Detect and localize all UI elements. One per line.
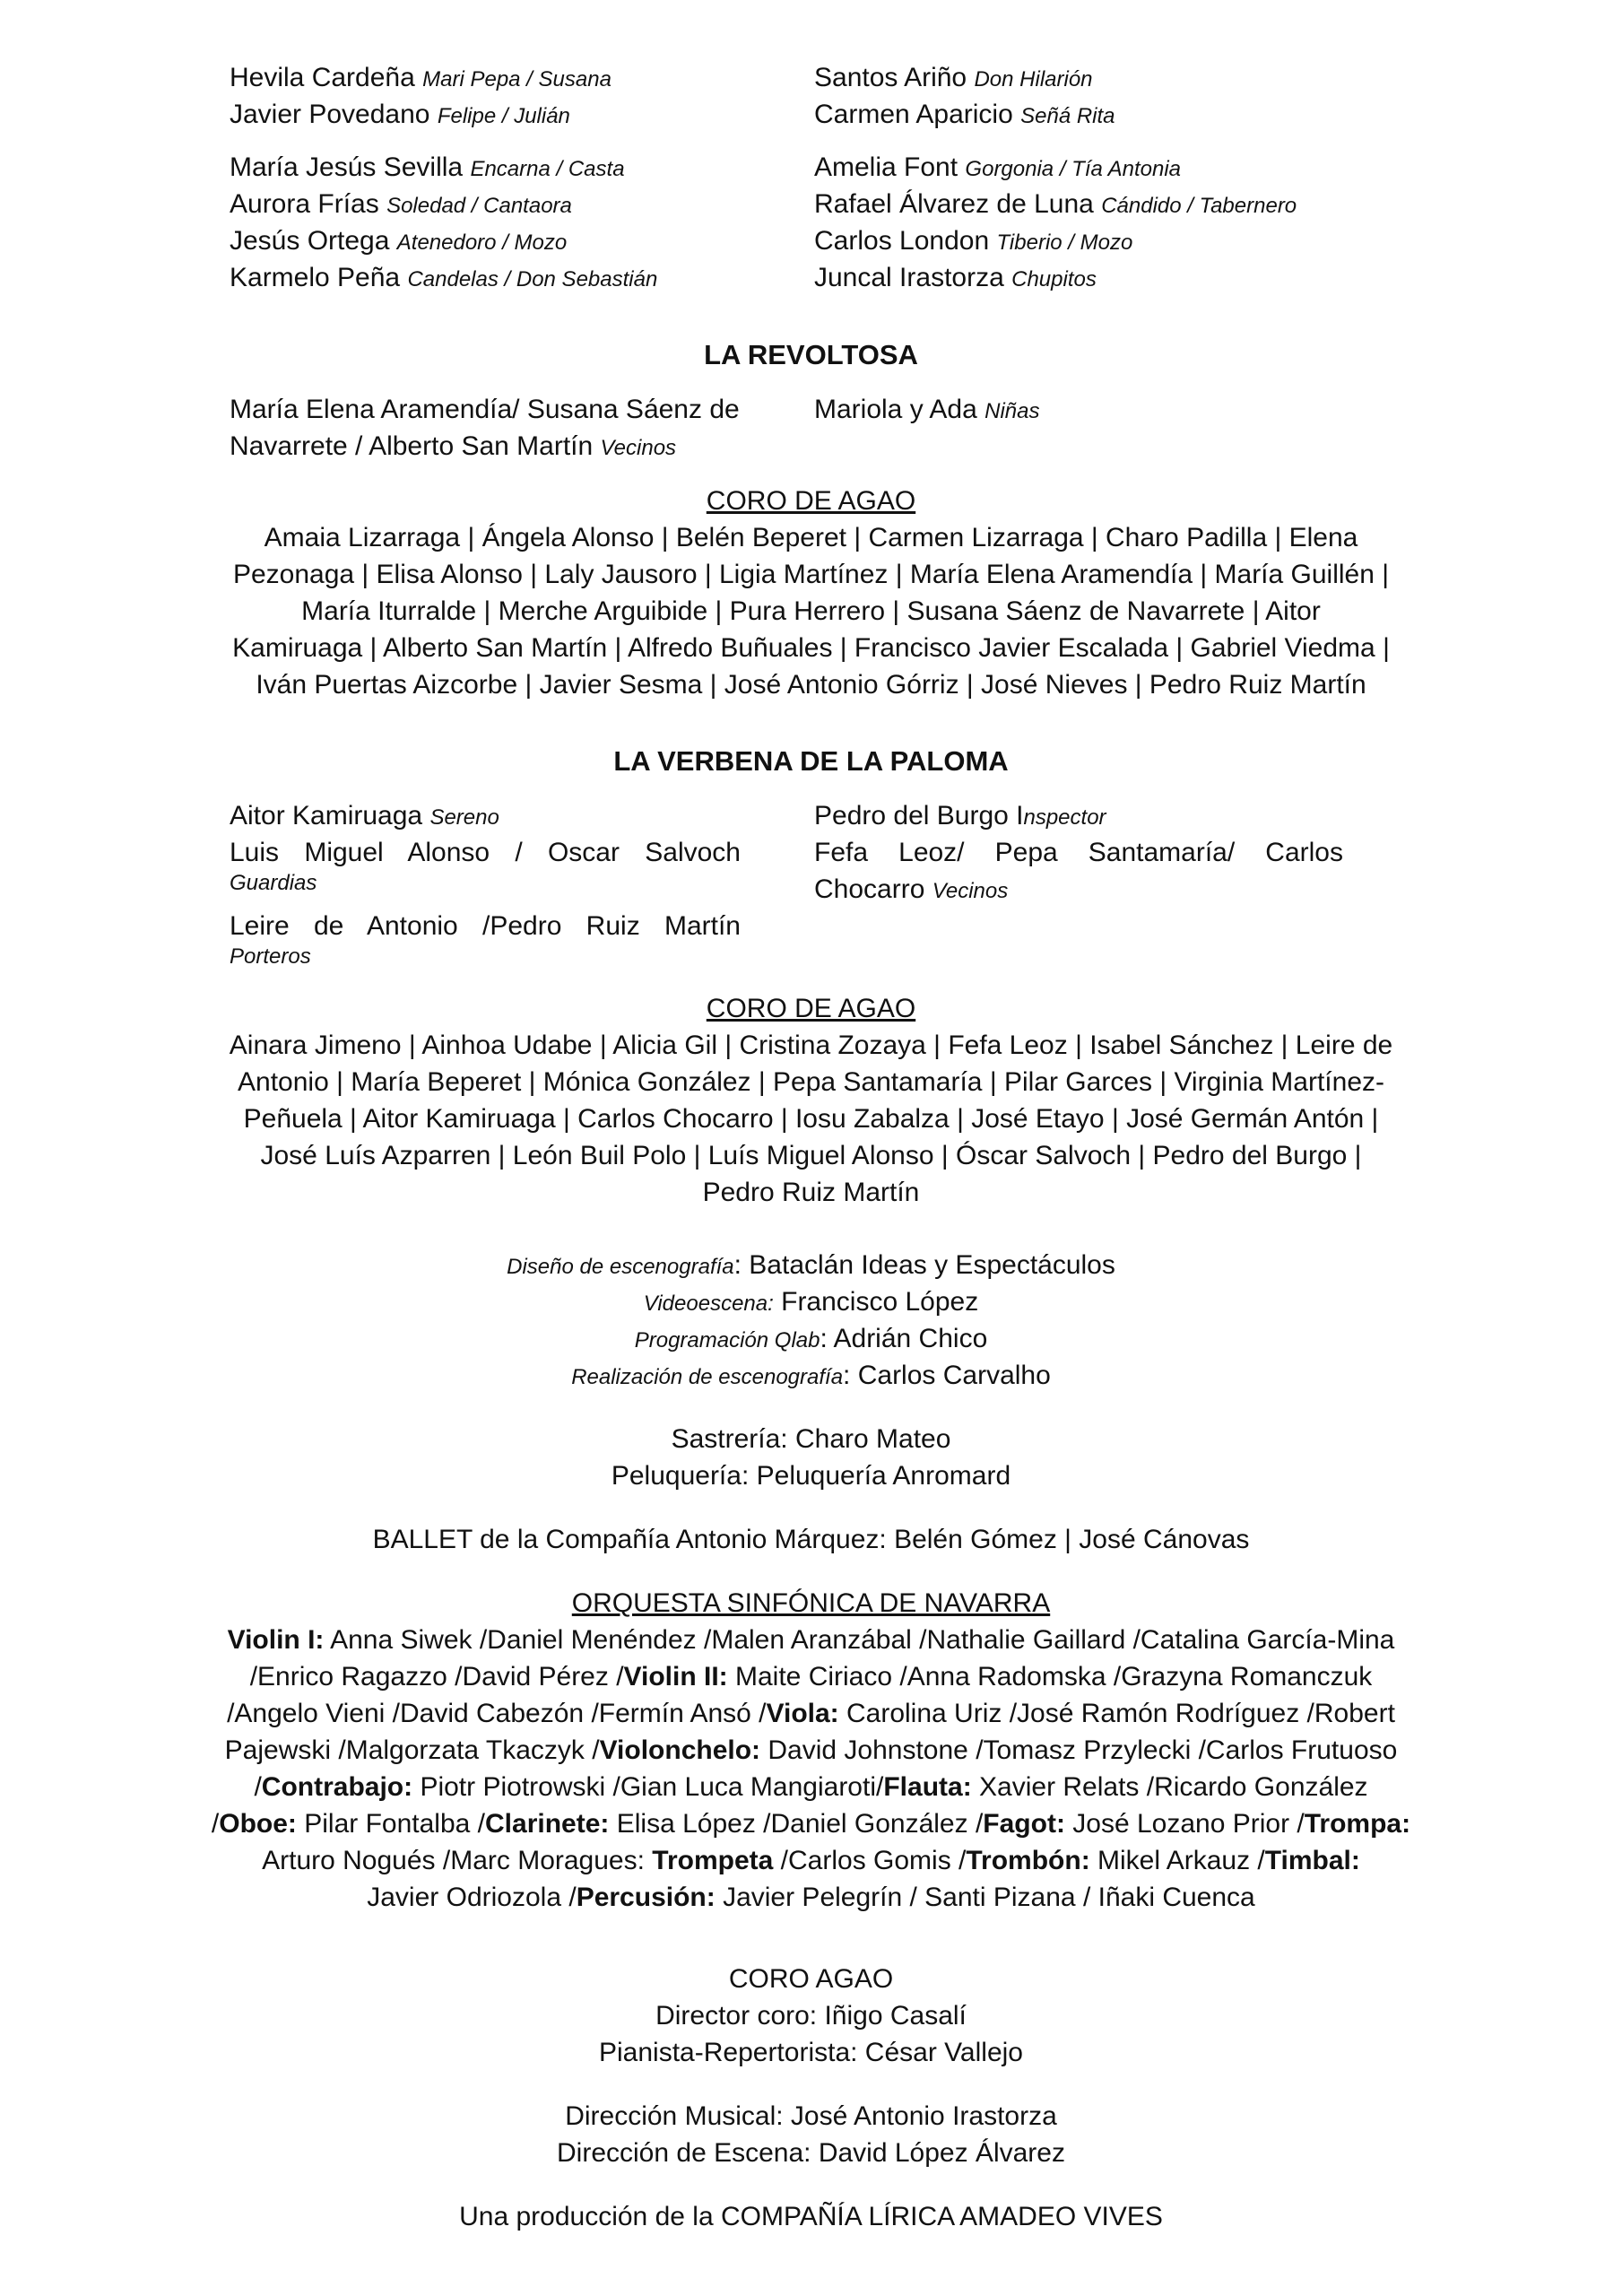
instrument-label: Contrabajo: [261,1772,413,1802]
credit-ballet: BALLET de la Compañía Antonio Márquez: Belén Gómez | José Cánovas [372,1525,1250,1554]
direction-musical: Dirección Musical: José Antonio Irastorza [565,2101,1057,2131]
orchestra-line [367,1883,1254,1912]
orchestra-line [227,1699,1395,1728]
coro-agao-title: CORO AGAO [728,1964,894,1994]
orchestra-line [262,1846,1360,1875]
musician-names: Javier Odriozola / [367,1883,577,1912]
verbena-choir-list [213,1027,1409,1211]
instrument-label: Fagot: [983,1809,1065,1839]
musician-names: /Carlos Gomis / [773,1846,967,1875]
cast-entry: Santos Ariño Don Hilarión [814,63,1093,92]
musician-names: /Enrico Ragazzo /David Pérez / [249,1662,624,1692]
musician-names: Pilar Fontalba / [296,1809,486,1839]
orchestra-title: ORQUESTA SINFÓNICA DE NAVARRA [571,1588,1051,1618]
musician-names: / [211,1809,220,1839]
verbena-sereno: Aitor Kamiruaga Sereno [230,801,499,831]
revoltosa-choir-list [213,519,1409,703]
choir-line: Pedro Ruiz Martín [702,1178,920,1207]
direction-stage: Dirección de Escena: David López Álvarez [557,2138,1065,2168]
credit-video: Videoescena: Francisco López [643,1287,979,1317]
verbena-title: LA VERBENA DE LA PALOMA [613,745,1009,777]
coro-agao-director: Director coro: Iñigo Casalí [655,2001,967,2031]
verbena-vecinos-line: Fefa Leoz/ Pepa Santamaría/ Carlos [814,838,1343,867]
production-credit: Una producción de la COMPAÑÍA LÍRICA AMADEO VIVES [459,2202,1163,2231]
instrument-label: Clarinete: [485,1809,610,1839]
musician-names: Arturo Nogués /Marc Moragues: [262,1846,653,1875]
instrument-label: Violin I: [227,1625,325,1655]
revoltosa-neighbors-line2: Navarrete / Alberto San Martín Vecinos [230,431,677,461]
musician-names: José Lozano Prior / [1064,1809,1305,1839]
choir-line: Kamiruaga | Alberto San Martín | Alfredo Buñuales | Francisco Javier Escalada | Gabriel Viedma | [232,633,1390,663]
instrument-label: Percusión: [576,1883,716,1912]
orchestra-line [250,1662,1373,1692]
cast-entry: Carlos London Tiberio / Mozo [814,226,1133,256]
musician-names: Piotr Piotrowski /Gian Luca Mangiaroti/ [412,1772,884,1802]
instrument-label: Violonchelo: [599,1735,761,1765]
musician-names: Pajewski /Malgorzata Tkaczyk / [224,1735,600,1765]
instrument-label: Viola: [766,1699,839,1728]
choir-line: Pezonaga | Elisa Alonso | Laly Jausoro | Ligia Martínez | María Elena Aramendía | María Guillén | [232,560,1390,589]
musician-names: Xavier Relats /Ricardo González [971,1772,1368,1802]
cast-entry: Jesús Ortega Atenedoro / Mozo [230,226,568,256]
musician-names: Elisa López /Daniel González / [609,1809,984,1839]
instrument-label: Flauta: [883,1772,972,1802]
verbena-guardias-role: Guardias [230,871,317,895]
musician-names: David Johnstone /Tomasz Przylecki /Carlos Frutuoso [760,1735,1398,1765]
musician-names: / [254,1772,262,1802]
cast-entry: Amelia Font Gorgonia / Tía Antonia [814,152,1182,182]
cast-entry: Aurora Frías Soledad / Cantaora [230,189,572,219]
cast-entry: Karmelo Peña Candelas / Don Sebastián [230,263,658,292]
musician-names: Mikel Arkauz / [1089,1846,1265,1875]
cast-entry: María Jesús Sevilla Encarna / Casta [230,152,625,182]
verbena-vecinos-line2: Chocarro Vecinos [814,874,1009,904]
orchestra-line [212,1809,1410,1839]
cast-entry: Carmen Aparicio Señá Rita [814,100,1115,129]
instrument-label: Violin II: [623,1662,728,1692]
verbena-choir-title: CORO DE AGAO [706,994,916,1023]
orchestra-line [228,1625,1395,1655]
verbena-porteros-role: Porteros [230,944,311,969]
credit-scenography-design: Diseño de escenografía: Bataclán Ideas y Espectáculos [507,1250,1115,1280]
verbena-porteros-line: Leire de Antonio /Pedro Ruiz Martín [230,911,741,941]
orchestra-line [254,1772,1367,1802]
orchestra-members [179,1622,1443,1916]
revoltosa-choir-title: CORO DE AGAO [706,486,916,516]
instrument-label: Oboe: [219,1809,297,1839]
musician-names: Javier Pelegrín / Santi Pizana / Iñaki Cuenca [715,1883,1255,1912]
revoltosa-title: LA REVOLTOSA [704,339,918,370]
revoltosa-neighbors-line1: María Elena Aramendía/ Susana Sáenz de [230,395,740,424]
musician-names: Maite Ciriaco /Anna Radomska /Grazyna Romanczuk [727,1662,1373,1692]
instrument-label: Timbal: [1264,1846,1360,1875]
verbena-guardias-line: Luis Miguel Alonso / Oscar Salvoch [230,838,741,867]
cast-entry: Hevila Cardeña Mari Pepa / Susana [230,63,612,92]
cast-entry: Javier Povedano Felipe / Julián [230,100,570,129]
musician-names: /Angelo Vieni /David Cabezón /Fermín Ansó / [227,1699,767,1728]
musician-names: Anna Siwek /Daniel Menéndez /Malen Aranzábal /Nathalie Gaillard /Catalina García-Mina [324,1625,1395,1655]
choir-line: Antonio | María Beperet | Mónica González | Pepa Santamaría | Pilar Garces | Virginia Martínez- [238,1067,1384,1097]
choir-line: Peñuela | Aitor Kamiruaga | Carlos Chocarro | Iosu Zabalza | José Etayo | José Germán Antón | [243,1104,1379,1134]
instrument-label: Trompeta [652,1846,774,1875]
credit-hair: Peluquería: Peluquería Anromard [611,1461,1011,1491]
cast-entry: Juncal Irastorza Chupitos [814,263,1097,292]
instrument-label: Trombón: [966,1846,1090,1875]
choir-line: José Luís Azparren | León Buil Polo | Luís Miguel Alonso | Óscar Salvoch | Pedro del Burgo | [260,1141,1362,1170]
cast-entry: Rafael Álvarez de Luna Cándido / Tabernero [814,189,1297,219]
coro-agao-pianist: Pianista-Repertorista: César Vallejo [599,2038,1023,2067]
choir-line: Amaia Lizarraga | Ángela Alonso | Belén Beperet | Carmen Lizarraga | Charo Padilla | Elena [264,523,1358,552]
choir-line: Ainara Jimeno | Ainhoa Udabe | Alicia Gil | Cristina Zozaya | Fefa Leoz | Isabel Sánchez | Leire de [229,1031,1393,1060]
orchestra-line [225,1735,1398,1765]
choir-line: Iván Puertas Aizcorbe | Javier Sesma | José Antonio Górriz | José Nieves | Pedro Ruiz Martín [256,670,1366,700]
verbena-inspector: Pedro del Burgo Inspector [814,801,1106,831]
instrument-label: Trompa: [1304,1809,1411,1839]
revoltosa-children: Mariola y Ada Niñas [814,395,1040,424]
musician-names: Carolina Uriz /José Ramón Rodríguez /Robert [838,1699,1395,1728]
credit-scenography-build: Realización de escenografía: Carlos Carvalho [571,1361,1051,1390]
credit-qlab: Programación Qlab: Adrián Chico [634,1324,988,1353]
credit-costume: Sastrería: Charo Mateo [671,1424,951,1454]
choir-line: María Iturralde | Merche Arguibide | Pura Herrero | Susana Sáenz de Navarrete | Aitor [301,596,1321,626]
